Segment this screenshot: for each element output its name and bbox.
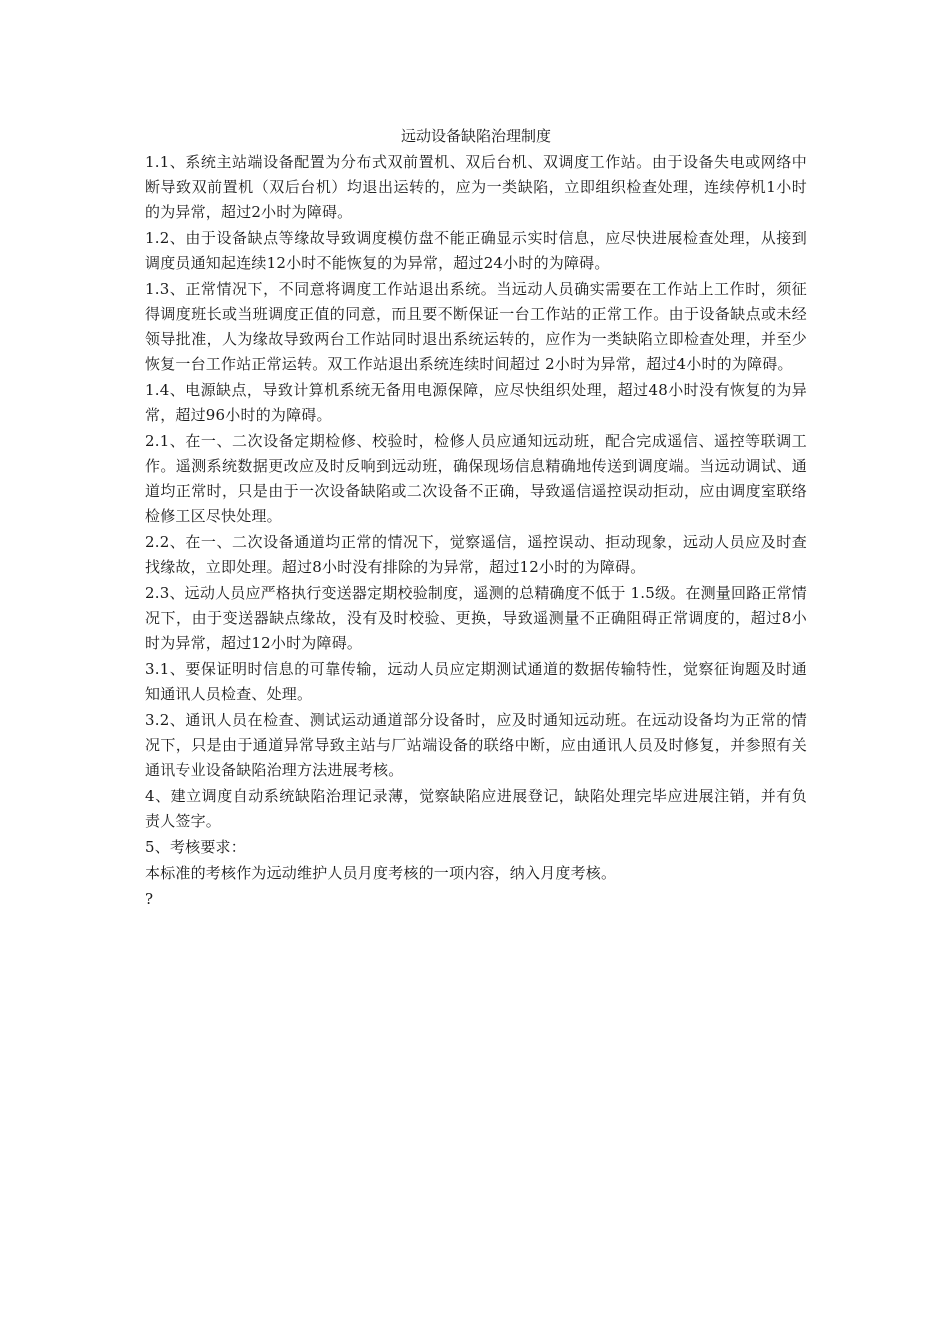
paragraph-1-1: 1.1、系统主站端设备配置为分布式双前置机、双后台机、双调度工作站。由于设备失电或网络中断导致双前置机（双后台机）均退出运转的，应为一类缺陷，立即组织检查处理，连续停机1小时的为异常，超过2小时为障碍。	[145, 153, 807, 221]
paragraph-1-4: 1.4、电源缺点，导致计算机系统无备用电源保障，应尽快组织处理，超过48小时没有恢复的为异常，超过96小时的为障碍。	[145, 381, 807, 424]
paragraph-4: 4、建立调度自动系统缺陷治理记录薄，觉察缺陷应进展登记，缺陷处理完毕应进展注销，并有负责人签字。	[145, 787, 807, 830]
document-title: 远动设备缺陷治理制度	[400, 127, 551, 145]
paragraph-2-1: 2.1、在一、二次设备定期检修、校验时，检修人员应通知远动班，配合完成遥信、遥控等联调工作。遥测系统数据更改应及时反响到远动班，确保现场信息精确地传送到调度端。当远动调试、通道均正常时，只是由于一次设备缺陷或二次设备不正确，导致遥信遥控误动拒动，应由调度室联络检修工区尽快处理。	[145, 432, 807, 525]
paragraph-1-3: 1.3、正常情况下，不同意将调度工作站退出系统。当远动人员确实需要在工作站上工作时，须征得调度班长或当班调度正值的同意，而且要不断保证一台工作站的正常工作。由于设备缺点或未经领导批准，人为缘故导致两台工作站同时退出系统运转的，应作为一类缺陷立即检查处理，并至少恢复一台工作站正常运转。双工作站退出系统连续时间超过 2小时为异常，超过4小时的为障碍。	[145, 280, 807, 373]
paragraph-trailing-mark: ?	[145, 890, 154, 908]
paragraph-3-2: 3.2、通讯人员在检查、测试运动通道部分设备时，应及时通知远动班。在远动设备均为正常的情况下，只是由于通道异常导致主站与厂站端设备的联络中断，应由通讯人员及时修复，并参照有关通讯专业设备缺陷治理方法进展考核。	[145, 711, 807, 779]
paragraph-1-2: 1.2、由于设备缺点等缘故导致调度模仿盘不能正确显示实时信息，应尽快进展检查处理，从接到调度员通知起连续12小时不能恢复的为异常，超过24小时的为障碍。	[145, 229, 807, 272]
paragraph-5-heading: 5、考核要求：	[145, 838, 246, 856]
paragraph-3-1: 3.1、要保证明时信息的可靠传输，远动人员应定期测试通道的数据传输特性，觉察征询题及时通知通讯人员检查、处理。	[145, 660, 807, 703]
paragraph-assessment: 本标准的考核作为远动维护人员月度考核的一项内容，纳入月度考核。	[145, 864, 617, 882]
paragraph-2-3: 2.3、远动人员应严格执行变送器定期校验制度，遥测的总精确度不低于 1.5级。在测量回路正常情况下，由于变送器缺点缘故，没有及时校验、更换，导致遥测量不正确阻碍正常调度的，超过8小时为异常，超过12小时为障碍。	[145, 584, 807, 652]
paragraph-2-2: 2.2、在一、二次设备通道均正常的情况下，觉察遥信，遥控误动、拒动现象，远动人员应及时查找缘故，立即处理。超过8小时没有排除的为异常，超过12小时的为障碍。	[145, 533, 807, 576]
document-page	[145, 124, 807, 913]
